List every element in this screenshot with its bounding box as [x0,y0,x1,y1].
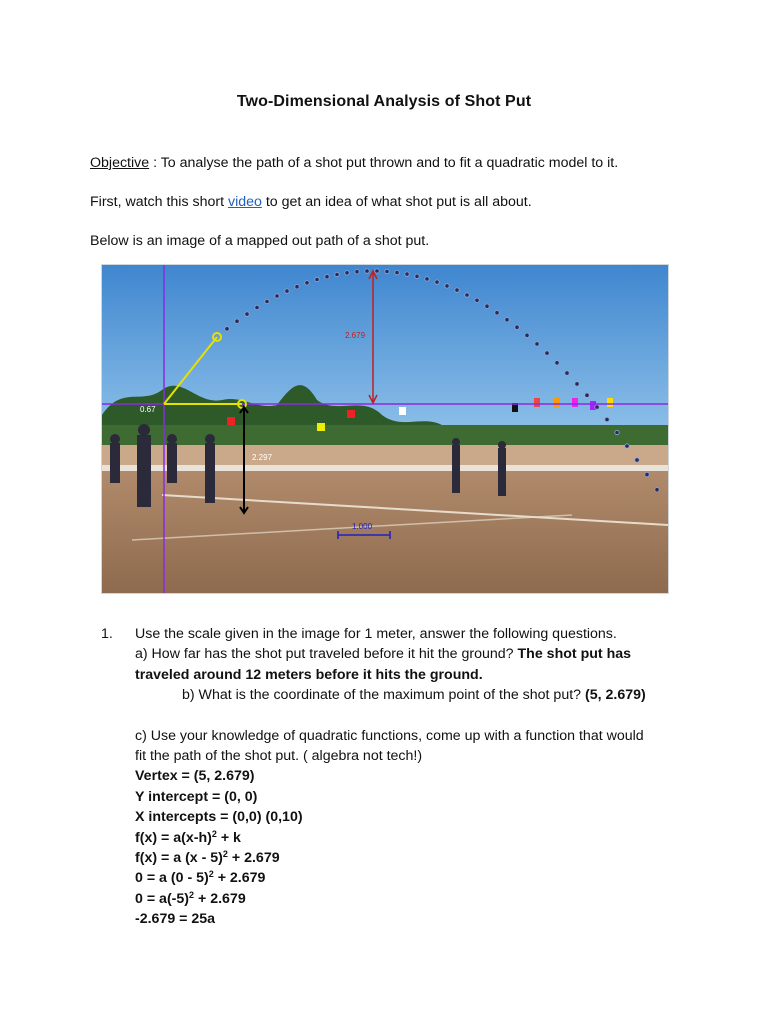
equation-2-rest: + 2.679 [227,850,280,867]
trajectory-dot [305,281,309,285]
trajectory-dot [355,270,359,274]
trajectory-dot [525,333,529,337]
angle-label: 0.67 [140,405,156,414]
y-intercept-line: Y intercept = (0, 0) [135,788,258,805]
question-c-line-2: fit the path of the shot put. ( algebra not tech!) [135,748,423,765]
trajectory-dot [445,284,449,288]
trajectory-dot [375,269,379,273]
trajectory-dot [555,361,559,365]
trajectory-dot [455,288,459,292]
trajectory-dot [565,371,569,375]
trajectory-dot [275,294,279,298]
trajectory-dot [315,277,319,281]
question-b-answer: (5, 2.679) [584,687,646,704]
equation-1-base: f(x) = a(x-h) [135,829,212,846]
equation-2-exponent: 2 [222,849,228,860]
vertex-line: Vertex = (5, 2.679) [135,768,255,785]
question-a [135,644,691,664]
trajectory-dot [405,272,409,276]
trajectory-dot [475,298,479,302]
x-intercepts-line: X intercepts = (0,0) (0,10) [135,809,303,826]
question-a-text: a) How far has the shot put traveled before it hit the ground? [135,646,518,663]
trajectory-dot [295,285,299,289]
objective-text: : To analyse the path of a shot put thrown and to fit a quadratic model to it. [149,155,619,171]
equation-1-rest: + k [216,829,241,846]
trajectory-dot [615,430,619,434]
release-height-label: 2.297 [252,453,273,462]
trajectory-dot [285,289,289,293]
equation-4-base: 0 = a(-5) [135,890,190,907]
question-number: 1. [101,626,113,642]
trajectory-dot [235,319,239,323]
trajectory-dot [635,458,639,462]
trajectory-dot [325,275,329,279]
trajectory-dot [435,280,439,284]
equation-3-rest: + 2.679 [213,870,266,887]
trajectory-dot [645,472,649,476]
equation-2 [135,848,691,868]
question-b-text: b) What is the coordinate of the maximum point of the shot put? [182,687,585,704]
trajectory-dot [345,271,349,275]
shot-put-path-image [101,264,669,594]
equation-3 [135,868,691,888]
question-a-answer-1: The shot put has [517,646,632,663]
trajectory-dot [335,272,339,276]
objective-paragraph [90,155,618,171]
equation-1-exponent: 2 [211,828,217,839]
question-c-line-1: c) Use your knowledge of quadratic functions, come up with a function that would [135,727,644,744]
trajectory-dot [545,351,549,355]
trajectory-dot [535,342,539,346]
trajectory-dot [255,305,259,309]
trajectory-dot [395,270,399,274]
question-a-answer-2: traveled around 12 meters before it hits the ground. [135,666,483,683]
question-b [135,685,691,705]
question-intro: Use the scale given in the image for 1 meter, answer the following questions. [135,626,617,642]
trajectory-dot [225,327,229,331]
trajectory-dot [595,405,599,409]
objective-label: Objective [90,155,150,171]
equation-3-exponent: 2 [208,869,214,880]
trajectory-dot [575,382,579,386]
trajectory-dot [655,488,659,492]
intro-text-before: First, watch this short [90,194,228,210]
trajectory-dot [485,304,489,308]
equation-4 [135,889,691,909]
equation-4-rest: + 2.679 [194,890,246,907]
trajectory-dot [505,318,509,322]
video-link[interactable]: video [227,194,262,210]
trajectory-dot [425,277,429,281]
trajectory-dot [585,393,589,397]
equation-1 [135,828,691,848]
equation-2-base: f(x) = a (x - 5) [135,850,223,867]
trajectory-dot [465,293,469,297]
trajectory-dot [365,269,369,273]
trajectory-dot [625,444,629,448]
equation-4-exponent: 2 [189,889,195,900]
trajectory-dot [265,299,269,303]
trajectory-dot [515,325,519,329]
trajectory-dot [415,274,419,278]
trajectory-dot [605,417,609,421]
trajectory-dot [245,312,249,316]
trajectory-dot [385,269,389,273]
image-caption: Below is an image of a mapped out path of a shot put. [90,233,430,249]
trajectory-dot [495,311,499,315]
scale-label: 1.000 [352,522,373,531]
page-title: Two-Dimensional Analysis of Shot Put [236,93,532,110]
height-label: 2.679 [345,331,366,340]
equation-3-base: 0 = a (0 - 5) [135,870,209,887]
intro-paragraph [90,194,532,210]
equation-5: -2.679 = 25a [135,911,216,928]
intro-text-after: to get an idea of what shot put is all about. [261,194,532,210]
